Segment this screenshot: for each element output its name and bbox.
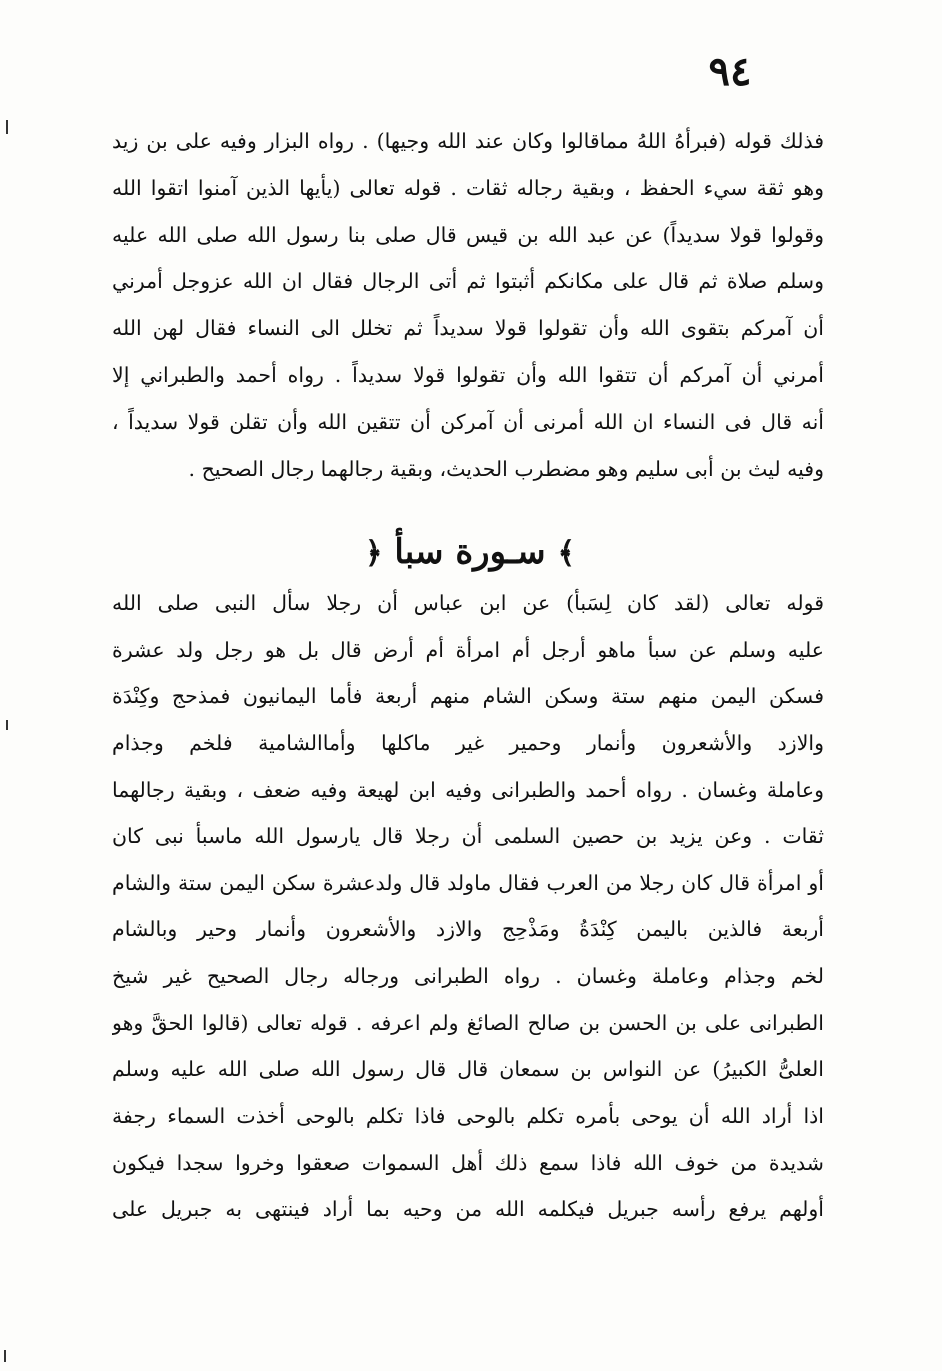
text-line: فسكن اليمن منهم ستة وسكن الشام منهم أربعة فأما اليمانيون فمذحج وكِنْدَة — [112, 684, 824, 709]
text-line: أمرني أن آمركم أن تتقوا الله وأن تقولوا قولا سديداً . رواه أحمد والطبراني إلا — [112, 362, 824, 387]
text-line: أربعة فالذين باليمن كِنْدَةُ ومَذْحِج والازد والأشعرون وأنمار وحير وبالشام — [112, 917, 824, 942]
text-line: أن آمركم بتقوى الله وأن تقولوا قولا سديداً ثم تخلل الى النساء فقال لهن الله — [112, 316, 824, 341]
text-line: وهو ثقة سيء الحفظ ، وبقية رجاله ثقات . قوله تعالى (يأيها الذين آمنوا اتقوا الله — [112, 175, 824, 200]
text-line: اذا أراد الله أن يوحى بأمره تكلم بالوحى فاذا تكلم بالوحى أخذت السماء رجفة — [112, 1104, 824, 1129]
text-line: وعاملة وغسان . رواه أحمد والطبرانى وفيه ابن لهيعة وفيه ضعف ، وبقية رجالهما — [112, 777, 824, 802]
text-line: وفيه ليث بن أبى سليم وهو مضطرب الحديث، وبقية رجالهما رجال الصحيح . — [188, 456, 824, 481]
scan-edge-mark — [4, 1350, 6, 1362]
text-line: أولهم يرفع رأسه جبريل فيكلمه الله من وحيه بما أراد فينتهى به جبريل على — [112, 1197, 824, 1222]
surah-title: سـورة سبأ — [394, 532, 546, 572]
text-line: وقولوا قولا سديداً) عن عبد الله بن قيس قال صلى بنا رسول الله صلى الله عليه — [112, 222, 824, 247]
text-line: لخم وجذام وعاملة وغسان . رواه الطبرانى ورجاله رجال الصحيح غير شيخ — [112, 964, 824, 989]
text-line: عليه وسلم عن سبأ ماهو أرجل أم امرأة أم أرض قال بل هو رجل ولد عشرة — [112, 637, 824, 662]
text-line: والازد والأشعرون وأنمار وحمير غير ماكلها وأماالشامية فلخم وجذام — [112, 730, 824, 755]
text-line: فذلك قوله (فبرأهُ اللهُ مماقالوا وكان عند الله وجيها) . رواه البزار وفيه على بن زيد — [112, 129, 824, 153]
text-line: وسلم صلاة ثم قال على مكانكم أثبتوا ثم أتى الرجال فقال ان الله عزوجل أمرني — [112, 269, 824, 294]
text-line: العلىُّ الكبيرُ) عن النواس بن سمعان قال قال رسول الله صلى الله عليه وسلم — [112, 1057, 824, 1082]
page-number: ٩٤ — [708, 48, 752, 95]
heading-close-bracket: ﴿ — [364, 536, 383, 571]
text-line: قوله تعالى (لقد كان لِسَبأ) عن ابن عباس أن رجلا سأل النبى صلى الله — [112, 591, 824, 615]
text-line: شديدة من خوف الله فاذا سمع ذلك أهل السموات صعقوا وخروا سجدا فيكون — [112, 1150, 824, 1175]
text-line: ثقات . وعن يزيد بن حصين السلمى أن رجلا قال يارسول الله ماسبأ نبى كان — [112, 824, 824, 849]
surah-heading — [300, 522, 640, 584]
paragraph-before-surah — [112, 118, 824, 492]
heading-open-bracket: ﴾ — [557, 536, 576, 571]
scan-edge-mark — [6, 720, 8, 730]
text-line: أنه قال فى النساء ان الله أمرنى أن آمركن أن تتقين الله وأن تقلن قولا سديداً ، — [112, 409, 824, 434]
text-line: أو امرأة قال كان رجلا من العرب فقال ماولد قال ولدعشرة سكن اليمن ستة والشام — [112, 870, 824, 895]
scan-edge-mark — [6, 120, 8, 134]
paragraph-after-surah — [112, 580, 824, 1233]
text-line: الطبرانى على بن الحسن بن صالح الصائغ ولم اعرفه . قوله تعالى (قالوا الحقَّ وهو — [112, 1010, 824, 1035]
